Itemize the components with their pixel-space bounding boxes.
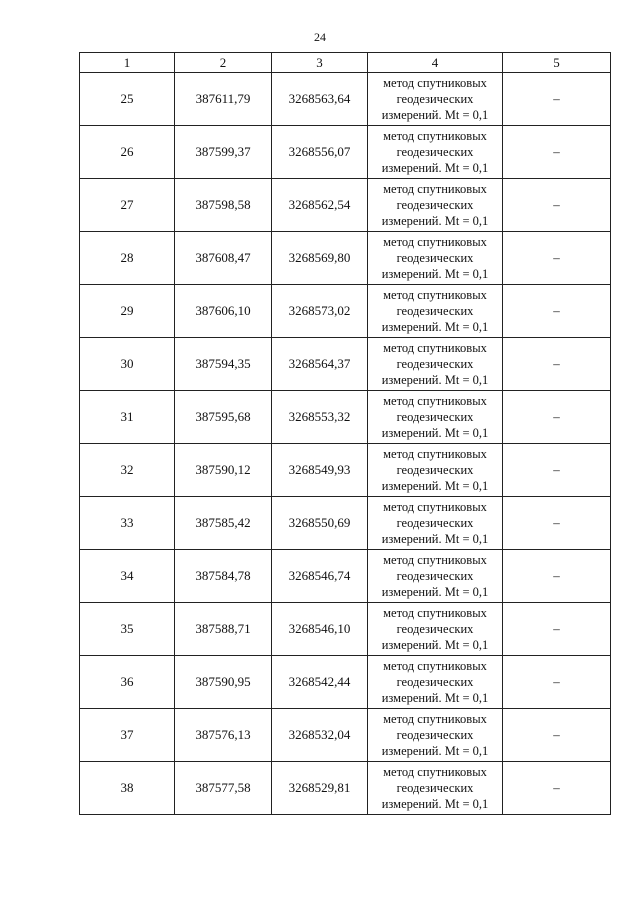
method-text-line: измерений. Mt = 0,1 (381, 744, 489, 758)
point-number-cell: 25 (80, 73, 175, 126)
table-row (80, 232, 611, 285)
point-number-cell: 29 (80, 285, 175, 338)
point-number-cell: 35 (80, 603, 175, 656)
method-text-line: измерений. Mt = 0,1 (381, 585, 489, 599)
column-5-cell: – (503, 232, 611, 285)
page-number: 24 (314, 30, 326, 44)
method-text-line: геодезических (396, 251, 474, 265)
method-cell (368, 232, 503, 285)
x-coordinate-cell: 387577,58 (175, 762, 272, 815)
table-row (80, 709, 611, 762)
method-text-line: измерений. Mt = 0,1 (381, 214, 489, 228)
x-coordinate-cell: 387584,78 (175, 550, 272, 603)
method-text-line: геодезических (396, 92, 474, 106)
method-text-line: метод спутниковых (383, 765, 487, 779)
column-header: 3 (272, 53, 368, 73)
table-row (80, 179, 611, 232)
table-row (80, 391, 611, 444)
x-coordinate-cell: 387585,42 (175, 497, 272, 550)
y-coordinate-cell: 3268564,37 (272, 338, 368, 391)
table-row (80, 73, 611, 126)
column-5-cell: – (503, 338, 611, 391)
column-5-cell: – (503, 73, 611, 126)
method-text-line: геодезических (396, 410, 474, 424)
x-coordinate-cell: 387588,71 (175, 603, 272, 656)
y-coordinate-cell: 3268553,32 (272, 391, 368, 444)
method-text-line: измерений. Mt = 0,1 (381, 532, 489, 546)
method-text-line: измерений. Mt = 0,1 (381, 320, 489, 334)
column-header: 5 (503, 53, 611, 73)
x-coordinate-cell: 387608,47 (175, 232, 272, 285)
method-text-line: геодезических (396, 516, 474, 530)
table-body (80, 73, 611, 815)
method-cell (368, 285, 503, 338)
x-coordinate-cell: 387595,68 (175, 391, 272, 444)
method-text-line: измерений. Mt = 0,1 (381, 691, 489, 705)
method-text-line: измерений. Mt = 0,1 (381, 797, 489, 811)
point-number-cell: 34 (80, 550, 175, 603)
point-number-cell: 27 (80, 179, 175, 232)
column-5-cell: – (503, 126, 611, 179)
column-5-cell: – (503, 603, 611, 656)
method-text-line: метод спутниковых (383, 76, 487, 90)
column-5-cell: – (503, 709, 611, 762)
x-coordinate-cell: 387594,35 (175, 338, 272, 391)
method-cell (368, 179, 503, 232)
column-5-cell: – (503, 656, 611, 709)
column-5-cell: – (503, 550, 611, 603)
y-coordinate-cell: 3268546,74 (272, 550, 368, 603)
table-row (80, 126, 611, 179)
method-text-line: измерений. Mt = 0,1 (381, 373, 489, 387)
method-text-line: измерений. Mt = 0,1 (381, 426, 489, 440)
x-coordinate-cell: 387606,10 (175, 285, 272, 338)
method-cell (368, 444, 503, 497)
method-text-line: метод спутниковых (383, 712, 487, 726)
coordinates-table (79, 52, 611, 815)
y-coordinate-cell: 3268550,69 (272, 497, 368, 550)
method-cell (368, 391, 503, 444)
method-text-line: метод спутниковых (383, 500, 487, 514)
table-row (80, 444, 611, 497)
method-text-line: метод спутниковых (383, 341, 487, 355)
method-cell (368, 762, 503, 815)
method-text-line: геодезических (396, 463, 474, 477)
method-text-line: измерений. Mt = 0,1 (381, 108, 489, 122)
method-cell (368, 338, 503, 391)
method-cell (368, 709, 503, 762)
method-text-line: метод спутниковых (383, 606, 487, 620)
table-row (80, 656, 611, 709)
y-coordinate-cell: 3268556,07 (272, 126, 368, 179)
x-coordinate-cell: 387599,37 (175, 126, 272, 179)
method-cell (368, 126, 503, 179)
method-text-line: метод спутниковых (383, 288, 487, 302)
column-5-cell: – (503, 444, 611, 497)
y-coordinate-cell: 3268546,10 (272, 603, 368, 656)
table-header-row (80, 53, 611, 73)
method-text-line: измерений. Mt = 0,1 (381, 161, 489, 175)
method-cell (368, 656, 503, 709)
x-coordinate-cell: 387590,12 (175, 444, 272, 497)
method-text-line: метод спутниковых (383, 659, 487, 673)
method-text-line: геодезических (396, 781, 474, 795)
method-text-line: геодезических (396, 357, 474, 371)
point-number-cell: 26 (80, 126, 175, 179)
table-row (80, 762, 611, 815)
method-text-line: измерений. Mt = 0,1 (381, 638, 489, 652)
x-coordinate-cell: 387598,58 (175, 179, 272, 232)
y-coordinate-cell: 3268542,44 (272, 656, 368, 709)
method-text-line: метод спутниковых (383, 394, 487, 408)
point-number-cell: 28 (80, 232, 175, 285)
table-row (80, 603, 611, 656)
point-number-cell: 32 (80, 444, 175, 497)
method-text-line: измерений. Mt = 0,1 (381, 479, 489, 493)
method-cell (368, 603, 503, 656)
point-number-cell: 31 (80, 391, 175, 444)
point-number-cell: 36 (80, 656, 175, 709)
method-text-line: метод спутниковых (383, 553, 487, 567)
method-text-line: геодезических (396, 569, 474, 583)
method-text-line: геодезических (396, 145, 474, 159)
method-text-line: геодезических (396, 304, 474, 318)
column-5-cell: – (503, 179, 611, 232)
y-coordinate-cell: 3268532,04 (272, 709, 368, 762)
y-coordinate-cell: 3268573,02 (272, 285, 368, 338)
column-header: 1 (80, 53, 175, 73)
x-coordinate-cell: 387576,13 (175, 709, 272, 762)
column-5-cell: – (503, 285, 611, 338)
method-cell (368, 497, 503, 550)
method-text-line: метод спутниковых (383, 129, 487, 143)
method-text-line: метод спутниковых (383, 182, 487, 196)
y-coordinate-cell: 3268563,64 (272, 73, 368, 126)
column-header: 4 (368, 53, 503, 73)
method-text-line: метод спутниковых (383, 235, 487, 249)
method-text-line: геодезических (396, 198, 474, 212)
method-text-line: геодезических (396, 728, 474, 742)
column-5-cell: – (503, 497, 611, 550)
table-row (80, 550, 611, 603)
method-text-line: измерений. Mt = 0,1 (381, 267, 489, 281)
y-coordinate-cell: 3268549,93 (272, 444, 368, 497)
table-row (80, 285, 611, 338)
y-coordinate-cell: 3268562,54 (272, 179, 368, 232)
column-5-cell: – (503, 762, 611, 815)
point-number-cell: 30 (80, 338, 175, 391)
y-coordinate-cell: 3268529,81 (272, 762, 368, 815)
y-coordinate-cell: 3268569,80 (272, 232, 368, 285)
x-coordinate-cell: 387590,95 (175, 656, 272, 709)
table-row (80, 338, 611, 391)
point-number-cell: 37 (80, 709, 175, 762)
method-text-line: геодезических (396, 675, 474, 689)
x-coordinate-cell: 387611,79 (175, 73, 272, 126)
method-text-line: геодезических (396, 622, 474, 636)
method-text-line: метод спутниковых (383, 447, 487, 461)
point-number-cell: 38 (80, 762, 175, 815)
point-number-cell: 33 (80, 497, 175, 550)
column-header: 2 (175, 53, 272, 73)
column-5-cell: – (503, 391, 611, 444)
method-cell (368, 550, 503, 603)
table-row (80, 497, 611, 550)
method-cell (368, 73, 503, 126)
